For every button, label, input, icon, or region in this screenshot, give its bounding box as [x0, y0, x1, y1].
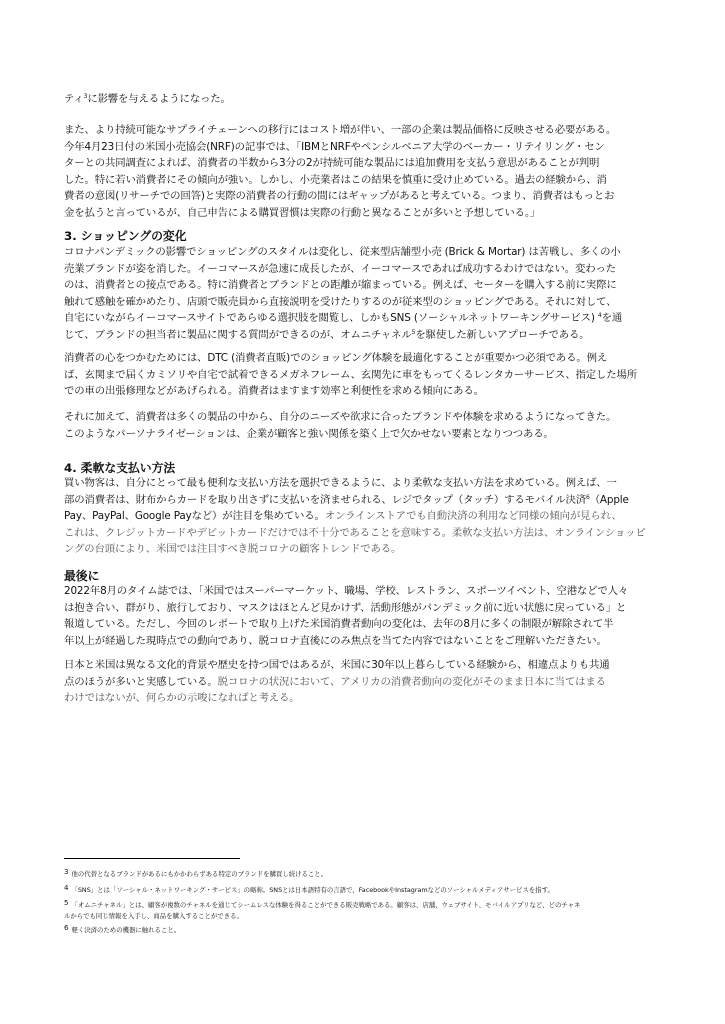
footnote-3: 3 他の代替となるブランドがあるにもかかわらずある特定のブランドを購買し続けること。 [64, 868, 328, 878]
text-line: ティ$^3$に影響を与えるようになった。 [64, 93, 231, 105]
paragraph-japan-us: 日本と米国は異なる文化的背景や歴史を持つ国ではあるが、米国に30年以上暮らしている経験から、相違点よりも共通 点のほうが多いと実感している。脱コロナの状況において、アメリカの消費者動向の変化がそのまま日本に当てはまる わけではないが、何らかの示唆になればと考える。 [64, 659, 610, 705]
footnote-ref-6: 6 [586, 493, 590, 501]
footnote-5: 5 「オムニチャネル」とは、顧客が複数のチャネルを通じてシームレスな体験を得ることができる販売戦略である。顧客は、店舗、ウェブサイト、モバイルアプリなど、どのチャネ ルからでも同じ情報を入手し、商品を購入することができる。 [64, 899, 581, 920]
paragraph-shopping-change: コロナパンデミックの影響でショッピングのスタイルは変化し、従来型店舗型小売 (Brick & Mortar) は苦戦し、多くの小 売業ブランドが姿を消した。イーコマースが急速に成長したが、イーコマースであれば成功するわけではない。変わった のは、消費者との接点である。特に消費者とブランドとの距離が縮まっている。例えば、セーターを購入する前に実際に 触れて感触を確かめたり、店頭で販売員から直接説明を受けたりするのが従来型のショッピングである。それに対して、 自宅にいながらイーコマースサイトであらゆる選択肢を閲覧し、しかもSNS (ソーシャルネットワーキングサービス) $^4$を通 じて、ブランドの担当者に製品に関する質問ができるのが、オムニチャネル$^5$を駆使した新しいアプローチである。 [64, 246, 623, 341]
footnote-ref-4: 4 [597, 312, 602, 320]
paragraph-continuation [64, 91, 670, 108]
paragraph-payment: 買い物客は、自分にとって最も便利な支払い方法を選択できるように、より柔軟な支払い方法を求めている。例えば、一 部の消費者は、財布からカードを取り出さずに支払いを済ませられる、レジでタップ（タッチ）するモバイル決済$^6$（Apple Pay、PayPal、Google Payなど）が注目を集めている。オンラインストアでも自動決済の利用など同様の傾向が見られ、 これは、クレジットカードやデビットカードだけでは不十分であることを意味する。柔軟な支払い方法は、オンラインショッピ ングの台頭により、米国では注目すべき脱コロナの顧客トレンドである。 [64, 477, 646, 556]
paragraph-personalization: それに加えて、消費者は多くの製品の中から、自分のニーズや欲求に合ったブランドや体験を求めるようになってきた。 このようなパーソナライゼーションは、企業が顧客と強い関係を築く上で欠かせない要素となりつつある。 [64, 411, 617, 440]
footnote-6: 6 軽く決済のための機器に触れること。 [64, 924, 181, 934]
footnote-4: 4 「SNS」とは「ソーシャル・ネットワーキング・サービス」の略称。SNSとは日本語特有の言語で、FacebookやInstagramなどのソーシャルメディアサービスを指す。 [64, 884, 554, 894]
paragraph-dtc: 消費者の心をつかむためには、DTC (消費者直販)でのショッピング体験を最適化することが重要かつ必須である。例え ば、玄関まで届くカミソリや自宅で試着できるメガネフレーム、玄関先に車をもってくるレンタカーサービス、指定した場所 での車の出張修理などがあげられる。消費者はますます効率と利便性を求める傾向にある。 [64, 352, 638, 398]
footnote-divider [64, 858, 240, 859]
footnote-ref-3: 3 [83, 93, 88, 100]
paragraph-sustainability: また、より持続可能なサプライチェーンへの移行にはコスト増が伴い、一部の企業は製品価格に反映させる必要がある。 今年4月23日付の米国小売協会(NRF)の記事では、「IBMとNRFやペンシルベニア大学のベーカー・リテイリング・セン ターとの共同調査によれば、消費者の半数から3分の2が持続可能な製品には追加費用を支払う意思があることが判明 した。特に若い消費者にその傾向が強い。しかし、小売業者はこの結果を慎重に受け止めている。過去の経験から、消 費者の意図(リサーチでの回答)と実際の消費者の行動の間にはギャップがあると考えている。つまり、消費者はもっとお 金を払うと言っているが、自己申告による購買習慣は実際の行動と異なることが多いと予想している。」 [64, 124, 617, 219]
section-heading-conclusion: 最後に [64, 569, 100, 583]
paragraph-time-magazine: 2022年8月のタイム誌では、「米国ではスーパーマーケット、職場、学校、レストラン、スポーツイベント、空港などで人々 は抱き合い、群がり、旅行しており、マスクはほとんど見かけず、活動形態がパンデミック前に近い状態に戻っている」と 報道している。ただし、今回のレポートで取り上げた米国消費者動向の変化は、去年の8月に多くの制限が解除されて半 年以上が経過した現時点での動向であり、脱コロナ直後にのみ焦点を当てた内容ではないことをご理解いただきたい。 [64, 585, 629, 647]
section-heading-3: 3. ショッピングの変化 [64, 229, 187, 243]
footnote-ref-5: 5 [411, 328, 416, 336]
section-heading-4: 4. 柔軟な支払い方法 [64, 461, 176, 475]
